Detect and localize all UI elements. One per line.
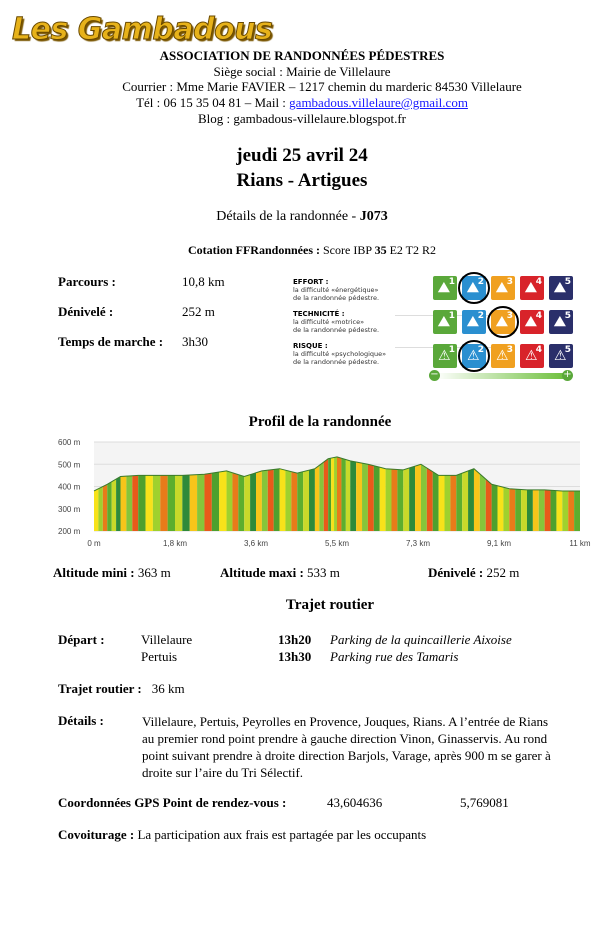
- depart-label: Départ :: [58, 632, 105, 647]
- risque-selected-ring: [458, 340, 490, 372]
- profile-segment: [503, 487, 509, 531]
- technicite-level-4-icon: [520, 310, 544, 334]
- profile-segment: [468, 469, 474, 531]
- profile-segment: [386, 469, 392, 531]
- risque-level-5-icon: [549, 344, 573, 368]
- x-tick-label: 0 m: [87, 539, 101, 548]
- badge-glyph: ⚠: [525, 348, 538, 364]
- score-value: 35: [374, 243, 387, 257]
- technicite-level-2-icon: [462, 310, 486, 334]
- profile-segment: [182, 475, 189, 531]
- x-tick-label: 7,3 km: [405, 539, 431, 548]
- profile-segment: [334, 457, 337, 531]
- profile-segment: [574, 491, 580, 531]
- badge-glyph: ⛰: [554, 314, 566, 330]
- profile-segment: [527, 490, 533, 531]
- profile-title: Profil de la randonnée: [248, 414, 392, 430]
- details-line: au premier rond point prendre à gauche direction Vinon, Ginasservis. Au rond: [142, 731, 548, 746]
- phone: Tél : 06 15 35 04 81 – Mail :: [136, 95, 290, 110]
- x-tick-label: 1,8 km: [162, 539, 188, 548]
- profile-segment: [138, 475, 145, 531]
- badge-level: 4: [535, 345, 542, 355]
- profile-segment: [498, 486, 504, 531]
- profile-segment: [219, 471, 226, 531]
- y-tick-label: 400 m: [58, 482, 81, 492]
- badge-glyph: ⛰: [496, 314, 508, 330]
- profile-segment: [303, 470, 309, 531]
- profile-segment: [551, 490, 557, 531]
- event-date: jeudi 25 avril 24: [236, 145, 368, 166]
- details-line: droite sur l’aire du Tri Sélectif.: [142, 765, 304, 780]
- badge-level: 2: [477, 277, 484, 287]
- profile-segment: [341, 458, 345, 531]
- trajet-routier: Trajet routier : 36 km: [58, 681, 185, 696]
- depart-place: Pertuis: [141, 649, 178, 664]
- profile-segment: [328, 458, 331, 531]
- profile-segment: [297, 472, 303, 531]
- badge-glyph: ⚠: [467, 348, 480, 364]
- badge-glyph: ⛰: [554, 280, 566, 296]
- badge-level: 4: [535, 311, 542, 321]
- details-text: [142, 713, 592, 781]
- profile-segment: [539, 490, 545, 531]
- profile-segment: [450, 475, 456, 531]
- logo: Les Gambadous: [12, 12, 273, 47]
- email-link[interactable]: gambadous.villelaure@gmail.com: [289, 95, 468, 110]
- profile-segment: [350, 461, 356, 531]
- profile-segment: [280, 469, 286, 531]
- badge-glyph: ⛰: [438, 280, 450, 296]
- risque-level-3-icon: [491, 344, 515, 368]
- badge-level: 3: [506, 345, 513, 355]
- profile-segment: [285, 470, 291, 531]
- siege-social: Siège social : Mairie de Villelaure: [213, 64, 391, 79]
- badge-glyph: ⛰: [438, 314, 450, 330]
- details-prefix: Détails de la randonnée -: [216, 209, 360, 224]
- profile-segment: [391, 469, 397, 531]
- profile-segment: [324, 459, 328, 531]
- profile-segment: [515, 489, 521, 531]
- profile-segment: [356, 462, 362, 531]
- event-title: Rians - Artigues: [236, 170, 368, 191]
- profile-segment: [153, 475, 160, 531]
- profile-segment: [175, 475, 182, 531]
- profile-segment: [116, 476, 120, 531]
- profile-segment: [545, 490, 551, 531]
- plus-icon: +: [563, 369, 572, 380]
- badge-glyph: ⛰: [496, 280, 508, 296]
- cotation: [10, 243, 604, 258]
- y-tick-label: 600 m: [58, 438, 81, 447]
- profile-segment: [374, 466, 380, 531]
- profile-segment: [291, 472, 297, 531]
- profile-segment: [568, 491, 574, 531]
- badge-glyph: ⛰: [467, 314, 479, 330]
- courrier: Courrier : Mme Marie FAVIER – 1217 chemin du marderic 84530 Villelaure: [122, 79, 522, 94]
- profile-segment: [521, 489, 527, 531]
- badge-glyph: ⛰: [467, 280, 479, 296]
- depart-time: 13h20: [278, 632, 312, 647]
- stat-value: 3h30: [182, 334, 208, 349]
- technicite-legend: TECHNICITÉ : la difficulté «motrice» de la randonnée pédestre.: [293, 310, 380, 334]
- technicite-level-5-icon: [549, 310, 573, 334]
- details-title: [0, 209, 604, 225]
- profile-segment: [268, 469, 274, 531]
- badge-level: 3: [506, 277, 513, 287]
- profile-segment: [397, 469, 403, 531]
- details-label: Détails :: [58, 713, 104, 728]
- effort-legend: EFFORT : la difficulté «énergétique» de la randonnée pédestre.: [293, 278, 380, 302]
- risque-legend: RISQUE : la difficulté «psychologique» de la randonnée pédestre.: [293, 342, 387, 366]
- badge-level: 5: [564, 345, 571, 355]
- stat-value: 252 m: [182, 304, 215, 319]
- cotation-label: Cotation FFRandonnées :: [187, 243, 320, 257]
- profile-segment: [556, 491, 562, 531]
- x-tick-label: 9,1 km: [486, 539, 512, 548]
- profile-segment: [439, 475, 445, 531]
- gps-longitude: 5,769081: [460, 795, 509, 810]
- profile-segment: [121, 476, 127, 531]
- badge-level: 1: [448, 345, 455, 355]
- covoiturage: Covoiturage : La participation aux frais est partagée par les occupants: [58, 827, 427, 842]
- profile-segment: [250, 473, 256, 531]
- depart-place: Villelaure: [141, 632, 193, 647]
- profile-segment: [509, 489, 515, 531]
- depart-where: Parking de la quincaillerie Aixoise: [330, 632, 512, 647]
- profile-segment: [232, 473, 238, 531]
- effort-level-4-icon: [520, 276, 544, 300]
- profile-segment: [238, 475, 244, 531]
- details-line: Villelaure, Pertuis, Peyrolles en Provence, Jouques, Rians. A l’entrée de Rians: [142, 714, 549, 729]
- altitude-maxi: Altitude maxi : 533 m: [220, 565, 340, 580]
- difficulty-scale-bar: [435, 373, 567, 379]
- profile-segment: [445, 475, 451, 531]
- effort-level-5-icon: [549, 276, 573, 300]
- profile-segment: [368, 464, 374, 531]
- effort-level-1-icon: [433, 276, 457, 300]
- profile-segment: [433, 472, 439, 531]
- profile-segment: [533, 490, 539, 531]
- profile-segment: [197, 474, 204, 531]
- y-tick-label: 300 m: [58, 504, 81, 514]
- x-tick-label: 5,5 km: [324, 539, 350, 548]
- profile-segment: [380, 467, 386, 531]
- details-line: point suivant prendre à droite direction Barjols, Varage, après 900 m se garer à: [142, 748, 551, 763]
- badge-glyph: ⚠: [554, 348, 567, 364]
- profile-segment: [94, 489, 98, 531]
- profile-segment: [98, 487, 102, 532]
- profile-segment: [427, 468, 433, 531]
- profile-segment: [403, 468, 409, 531]
- badge-level: 3: [506, 311, 513, 321]
- profile-segment: [337, 457, 341, 531]
- profile-segment: [486, 479, 492, 531]
- difficulty-badges: [433, 276, 583, 376]
- profile-segment: [227, 471, 233, 531]
- profile-segment: [462, 471, 468, 531]
- stat-value: 10,8 km: [182, 274, 225, 289]
- details-code: J073: [359, 209, 388, 224]
- denivele-total: Dénivelé : 252 m: [428, 565, 520, 580]
- stat-label: Parcours :: [58, 274, 116, 289]
- profile-segment: [331, 458, 334, 531]
- badge-glyph: ⚠: [438, 348, 451, 364]
- profile-segment: [103, 484, 107, 531]
- cotation-rest: E2 T2 R2: [386, 243, 437, 257]
- profile-segment: [480, 474, 486, 531]
- altitude-mini: Altitude mini : 363 m: [53, 565, 171, 580]
- profile-segment: [274, 469, 280, 531]
- effort-selected-ring: [458, 272, 490, 304]
- badge-glyph: ⛰: [525, 314, 537, 330]
- profile-segment: [204, 473, 211, 531]
- profile-segment: [346, 460, 350, 531]
- badge-level: 5: [564, 277, 571, 287]
- x-tick-label: 11 km: [569, 539, 591, 548]
- profile-segment: [112, 479, 116, 531]
- profile-segment: [562, 491, 568, 531]
- badge-level: 5: [564, 311, 571, 321]
- profile-segment: [146, 475, 153, 531]
- y-tick-label: 200 m: [58, 527, 81, 536]
- gps-latitude: 43,604636: [327, 795, 383, 810]
- profile-segment: [362, 463, 368, 531]
- profile-segment: [492, 484, 498, 531]
- depart-where: Parking rue des Tamaris: [330, 649, 459, 664]
- badge-level: 4: [535, 277, 542, 287]
- profile-segment: [421, 464, 427, 531]
- profile-segment: [107, 482, 111, 531]
- badge-level: 1: [448, 277, 455, 287]
- risque-level-1-icon: [433, 344, 457, 368]
- profile-segment: [315, 465, 319, 531]
- profile-segment: [190, 475, 197, 531]
- profile-segment: [168, 475, 175, 531]
- depart-time: 13h30: [278, 649, 312, 664]
- stat-label: Dénivelé :: [58, 304, 114, 319]
- blog: Blog : gambadous-villelaure.blogspot.fr: [198, 111, 406, 126]
- profile-segment: [244, 475, 250, 531]
- profile-segment: [456, 473, 462, 531]
- difficulty-panel: [285, 270, 595, 385]
- trajet-title: Trajet routier: [285, 597, 375, 613]
- risque-level-4-icon: [520, 344, 544, 368]
- badge-level: 2: [477, 311, 484, 321]
- minus-icon: −: [430, 369, 439, 380]
- badge-glyph: ⚠: [496, 348, 509, 364]
- score-prefix: Score IBP: [320, 243, 375, 257]
- stat-label: Temps de marche :: [58, 334, 164, 349]
- profile-segment: [256, 471, 262, 531]
- profile-segment: [309, 469, 315, 531]
- technicite-selected-ring: [487, 306, 519, 338]
- gps-label: Coordonnées GPS Point de rendez-vous :: [58, 795, 287, 810]
- technicite-level-1-icon: [433, 310, 457, 334]
- profile-segment: [160, 475, 167, 531]
- profile-segment: [319, 462, 323, 531]
- association-title: ASSOCIATION DE RANDONNÉES PÉDESTRES: [159, 48, 445, 63]
- profile-segment: [212, 472, 219, 531]
- badge-glyph: ⛰: [525, 280, 537, 296]
- contact-line: [0, 95, 604, 111]
- profile-segment: [474, 469, 480, 531]
- profile-segment: [262, 470, 268, 531]
- profile-segment: [415, 464, 421, 531]
- y-tick-label: 500 m: [58, 460, 81, 470]
- x-tick-label: 3,6 km: [243, 539, 269, 548]
- profile-segment: [126, 476, 132, 531]
- profile-segment: [132, 475, 138, 531]
- profile-segment: [409, 466, 415, 531]
- elevation-profile-chart: [50, 436, 598, 554]
- badge-level: 1: [448, 311, 455, 321]
- effort-level-3-icon: [491, 276, 515, 300]
- badge-level: 2: [477, 345, 484, 355]
